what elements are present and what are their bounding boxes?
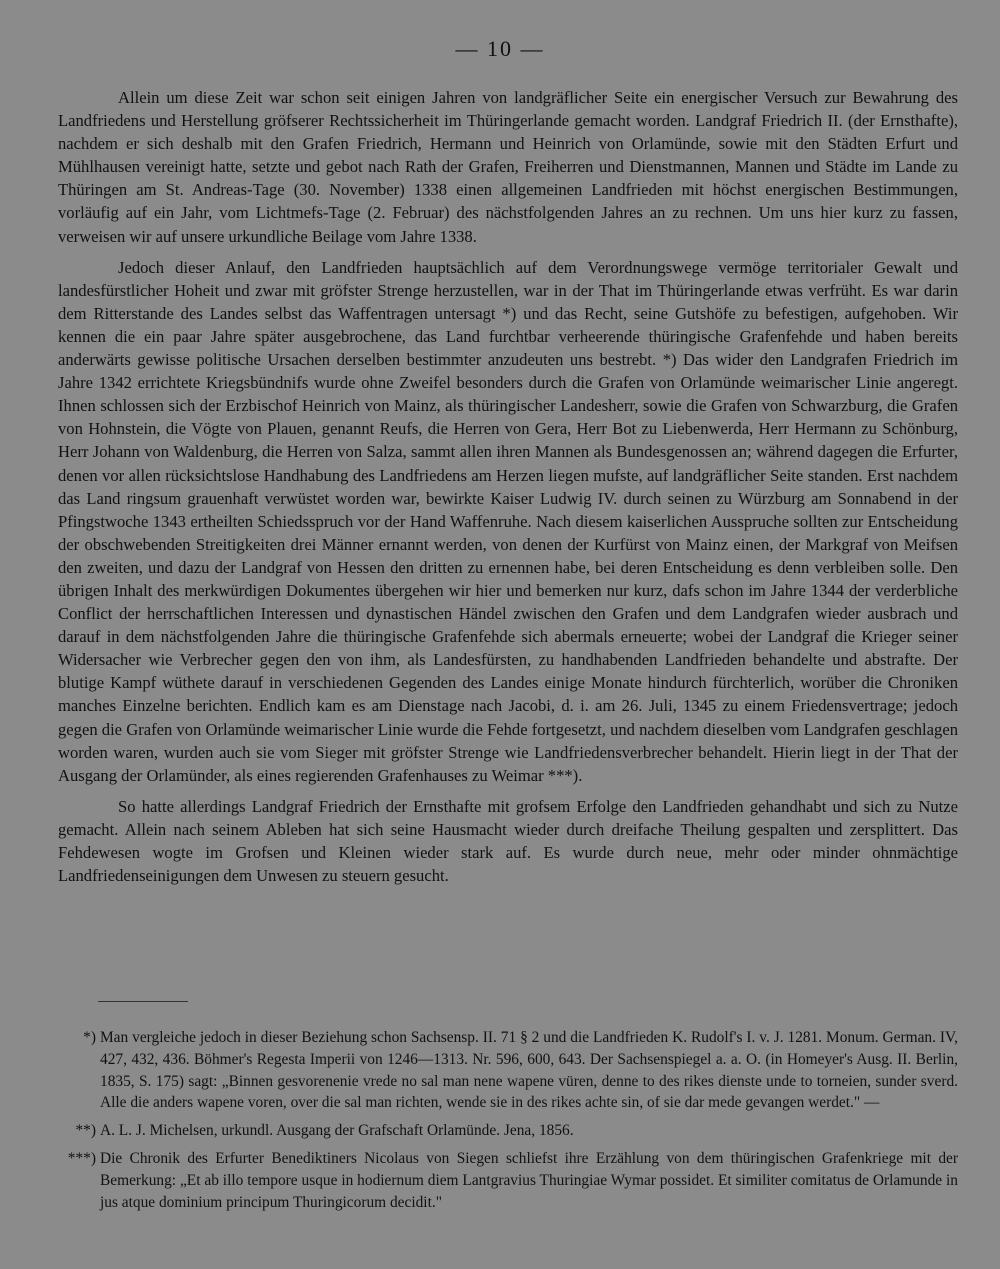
footnote-marker: ***) — [67, 1149, 96, 1167]
footnote-text: Die Chronik des Erfurter Benediktiners Nicolaus von Siegen schliefst ihre Erzählung von dem thüringischen Grafenkriege mit der Bemerkung: „Et ab illo tempore usque in hodiernum diem Lantgravius Thuringiae Wymar possidet. Et similiter comitatus de Orlamunde in jus atque dominium principum Thuringicorum decidit." — [100, 1149, 958, 1211]
footnote-text: A. L. J. Michelsen, urkundl. Ausgang der Grafschaft Orlamünde. Jena, 1856. — [100, 1122, 574, 1140]
paragraph: So hatte allerdings Landgraf Friedrich der Ernsthafte mit grofsem Erfolge den Landfrieden gehandhabt und sich zu Nutze gemacht. Allein nach seinem Ableben hat sich seine Hausmacht wieder durch dreifache Theilung gespalten und zersplittert. Das Fehdewesen wogte im Grofsen und Kleinen wieder stark auf. Es wurde durch neue, mehr oder minder ohnmächtige Landfriedenseinigungen dem Unwesen zu steuern gesucht. — [58, 796, 958, 886]
footnote — [58, 1148, 958, 1213]
body-text — [58, 86, 958, 895]
footnote — [58, 1120, 958, 1142]
footnote — [58, 1027, 958, 1114]
paragraph: Allein um diese Zeit war schon seit einigen Jahren von landgräflicher Seite ein energischer Versuch zur Bewahrung des Landfriedens und Herstellung gröfserer Rechtssicherheit im Thüringerlande gemacht worden. Landgraf Friedrich II. (der Ernsthafte), nachdem er sich deshalb mit den Grafen Friedrich, Hermann und Heinrich von Orlamünde, sowie mit den Städten Erfurt und Mühlhausen vereinigt hatte, setzte und gebot nach Rath der Grafen, Freiherren und Dienstmannen, Mannen und Städte im Lande zu Thüringen am St. Andreas-Tage (30. November) 1338 einen allgemeinen Landfrieden mit höchst energischen Bestimmungen, vorläufig auf ein Jahr, vom Lichtmefs-Tage (2. Februar) des nächstfolgenden Jahres an zu rechnen. Um uns hier kurz zu fassen, verweisen wir auf unsere urkundliche Beilage vom Jahre 1338. — [58, 88, 958, 246]
footnote-marker: **) — [75, 1122, 96, 1140]
page-number: — 10 — — [455, 36, 545, 61]
footnotes — [58, 1027, 958, 1219]
footnote-marker: *) — [83, 1029, 96, 1046]
footnote-divider — [98, 1001, 188, 1002]
footnote-text: Man vergleiche jedoch in dieser Beziehung schon Sachsensp. II. 71 § 2 und die Landfrieden K. Rudolf's I. v. J. 1281. Monum. German. IV, 427, 432, 436. Böhmer's Regesta Imperii von 1246—1313. Nr. 596, 600, 643. Der Sachsenspiegel a. a. O. (in Homeyer's Ausg. II. Berlin, 1835, S. 175) sagt: „Binnen gesvorenenie vrede no sal man nene wapene vüren, denne to des rikes dienste unde to torneien, sunder sverd. Alle die anders wapene voren, over die sal man richten, wende sie in des rikes achte sin, of sie dar mede gevangen werdet." — — [100, 1029, 958, 1112]
paragraph: Jedoch dieser Anlauf, den Landfrieden hauptsächlich auf dem Verordnungswege vermöge territorialer Gewalt und landesfürstlicher Hoheit und zwar mit gröfster Strenge herzustellen, war in der That im Thüringerlande etwas verfrüht. Es war darin dem Ritterstande des Landes selbst das Waffentragen untersagt *) und das Recht, seine Gutshöfe zu befestigen, aufgehoben. Wir kennen die ein paar Jahre später ausgebrochene, das Land furchtbar verheerende thüringische Grafenfehde und haben bereits anderwärts gewisse politische Ursachen derselben bestimmter anzudeuten uns bestrebt. *) Das wider den Landgrafen Friedrich im Jahre 1342 errichtete Kriegsbündnifs wurde ohne Zweifel besonders durch die Grafen von Orlamünde weimarischer Linie angeregt. Ihnen schlossen sich der Erzbischof Heinrich von Mainz, als thüringischer Landesherr, sowie die Grafen von Schwarzburg, die Grafen von Hohnstein, die Vögte von Plauen, genannt Reufs, die Herren von Gera, Herr Bot zu Liebenwerda, Herr Hermann zu Schönburg, Herr Johann von Waldenburg, die Herren von Salza, sammt allen ihren Mannen als Bundesgenossen an; während dagegen die Erfurter, denen vor allen rücksichtslose Handhabung des Landfriedens am Herzen liegen mufste, auf landgräflicher Seite standen. Erst nachdem das Land ringsum grauenhaft verwüstet worden war, bewirkte Kaiser Ludwig IV. durch seinen zu Würzburg am Sonnabend in der Pfingstwoche 1343 ertheilten Schiedsspruch vor der Hand Waffenruhe. Nach diesem kaiserlichen Ausspruche sollten zur Entscheidung der obschwebenden Streitigkeiten drei Männer ernannt werden, von denen der Kurfürst von Mainz einen, der Markgraf von Meifsen den zweiten, und dazu der Landgraf von Hessen den dritten zu ernennen habe, bei deren Entscheidung es denn verbleiben solle. Den übrigen Inhalt des merkwürdigen Dokumentes übergehen wir hier und bemerken nur kurz, dafs schon im Jahre 1344 der verderbliche Conflict der herrschaftlichen Interessen und dynastischen Händel zwischen den Grafen und dem Landgrafen wieder ausbrach und darauf in dem nächstfolgenden Jahre die thüringische Grafenfehde sich abermals erneuerte; wobei der Landgraf die Krieger seiner Widersacher wie Verbrecher gegen den von ihm, als Landesfürsten, zu handhabenden Landfrieden behandelte und abstrafte. Der blutige Kampf wüthete darauf in verschiedenen Gegenden des Landes einige Monate hindurch fürchterlich, worüber die Chroniken manches Einzelne berichten. Endlich kam es am Dienstage nach Jacobi, d. i. am 26. Juli, 1345 zu einem Friedensvertrage; jedoch gegen die Grafen von Orlamünde weimarischer Linie wurde die Fehde fortgesetzt, und nachdem dieselben vom Landgrafen geschlagen worden waren, wurden auch sie vom Sieger mit gröfster Strenge wie Landfriedensverbrecher behandelt. Hierin liegt in der That der Ausgang der Orlamünder, als eines regierenden Grafenhauses zu Weimar ***). — [58, 257, 958, 785]
